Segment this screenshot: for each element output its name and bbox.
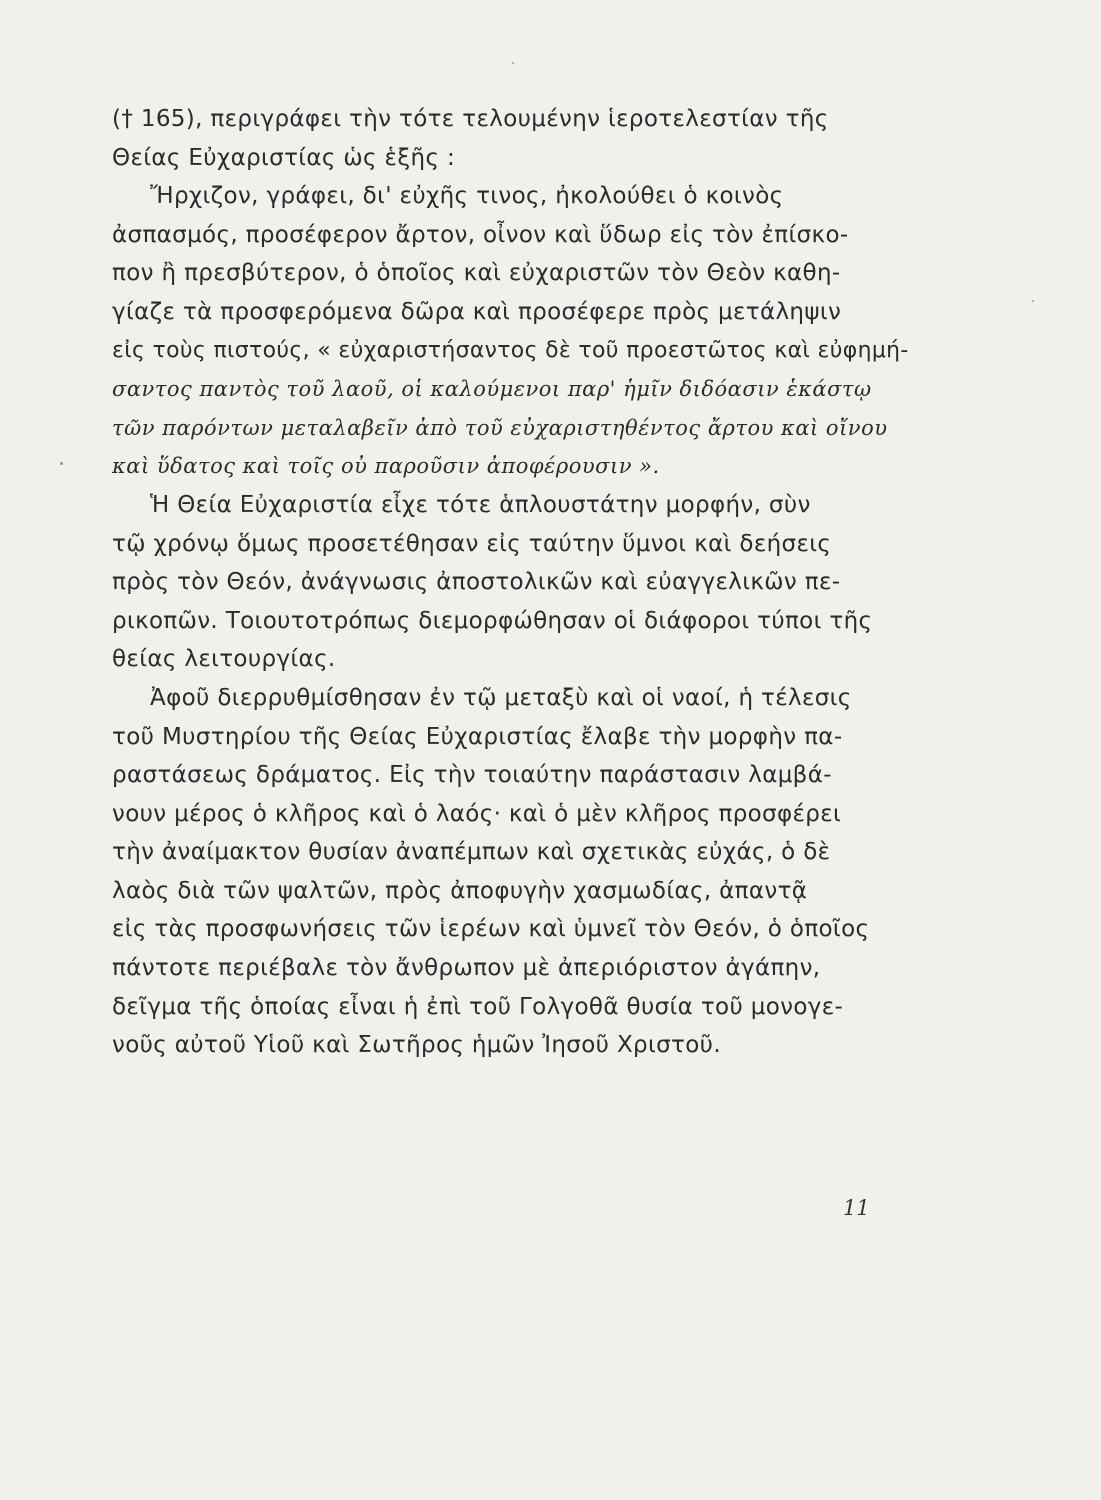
text-line: λαὸς διὰ τῶν ψαλτῶν, πρὸς ἀποφυγὴν χασμωδίας, ἀπαντᾷ <box>112 877 808 904</box>
text-line: ραστάσεως δράματος. Εἰς τὴν τοιαύτην παράστασιν λαμβά- <box>112 762 832 789</box>
quote-line: τῶν παρόντων μεταλαβεῖν ἀπὸ τοῦ εὐχαριστηθέντος ἄρτου καὶ οἴνου <box>112 415 888 440</box>
quote-line: καὶ ὕδατος καὶ τοῖς οὐ παροῦσιν ἀποφέρουσιν ». <box>112 454 660 479</box>
text-line: τὴν ἀναίμακτον θυσίαν ἀναπέμπων καὶ σχετικὰς εὐχάς, ὁ δὲ <box>112 839 831 866</box>
text-line: τῷ χρόνῳ ὅμως προσετέθησαν εἰς ταύτην ὕμνοι καὶ δεήσεις <box>112 530 832 557</box>
text-line: εἰς τοὺς πιστούς, « εὐχαριστήσαντος δὲ τοῦ προεστῶτος καὶ εὐφημή- <box>112 337 909 363</box>
quote-line: σαντος παντὸς τοῦ λαοῦ, οἱ καλούμενοι παρ' ἡμῖν διδόασιν ἑκάστῳ <box>112 377 872 402</box>
page-number: 11 <box>843 1196 870 1220</box>
text-line: πρὸς τὸν Θεόν, ἀνάγνωσις ἀποστολικῶν καὶ εὐαγγελικῶν πε- <box>112 569 841 596</box>
paper-speck <box>1032 300 1034 302</box>
text-line: νουν μέρος ὁ κλῆρος καὶ ὁ λαός· καὶ ὁ μὲν κλῆρος προσφέρει <box>112 800 842 827</box>
text-line: πον ἢ πρεσβύτερον, ὁ ὁποῖος καὶ εὐχαριστῶν τὸν Θεὸν καθη- <box>112 260 841 287</box>
text-line: Ἀφοῦ διερρυθμίσθησαν ἐν τῷ μεταξὺ καὶ οἱ ναοί, ἡ τέλεσις <box>150 684 852 711</box>
text-line: ρικοπῶν. Τοιουτοτρόπως διεμορφώθησαν οἱ διάφοροι τύποι τῆς <box>112 607 873 634</box>
text-line: θείας λειτουργίας. <box>112 646 336 673</box>
paper-speck <box>60 462 63 465</box>
paper-speck <box>512 62 514 64</box>
text-line: τοῦ Μυστηρίου τῆς Θείας Εὐχαριστίας ἔλαβε τὴν μορφὴν πα- <box>112 723 843 750</box>
text-line: († 165), περιγράφει τὴν τότε τελουμένην ἱεροτελεστίαν τῆς <box>112 106 829 132</box>
text-line: Θείας Εὐχαριστίας ὡς ἑξῆς : <box>112 144 456 171</box>
text-line: γίαζε τὰ προσφερόμενα δῶρα καὶ προσέφερε πρὸς μετάληψιν <box>112 298 842 325</box>
text-line: δεῖγμα τῆς ὁποίας εἶναι ἡ ἐπὶ τοῦ Γολγοθᾶ θυσία τοῦ μονογε- <box>112 993 844 1020</box>
text-line: Ἡ Θεία Εὐχαριστία εἶχε τότε ἁπλουστάτην μορφήν, σὺν <box>150 491 811 518</box>
text-line: εἰς τὰς προσφωνήσεις τῶν ἱερέων καὶ ὑμνεῖ τὸν Θεόν, ὁ ὁποῖος <box>112 916 870 943</box>
text-line: Ἤρχιζον, γράφει, δι' εὐχῆς τινος, ἠκολούθει ὁ κοινὸς <box>150 183 784 210</box>
text-line: πάντοτε περιέβαλε τὸν ἄνθρωπον μὲ ἀπεριόριστον ἀγάπην, <box>112 955 821 982</box>
body-text <box>112 100 908 1065</box>
text-line: ἀσπασμός, προσέφερον ἄρτον, οἶνον καὶ ὕδωρ εἰς τὸν ἐπίσκο- <box>112 221 849 248</box>
text-line: νοῦς αὐτοῦ Υἱοῦ καὶ Σωτῆρος ἡμῶν Ἰησοῦ Χριστοῦ. <box>112 1032 721 1059</box>
